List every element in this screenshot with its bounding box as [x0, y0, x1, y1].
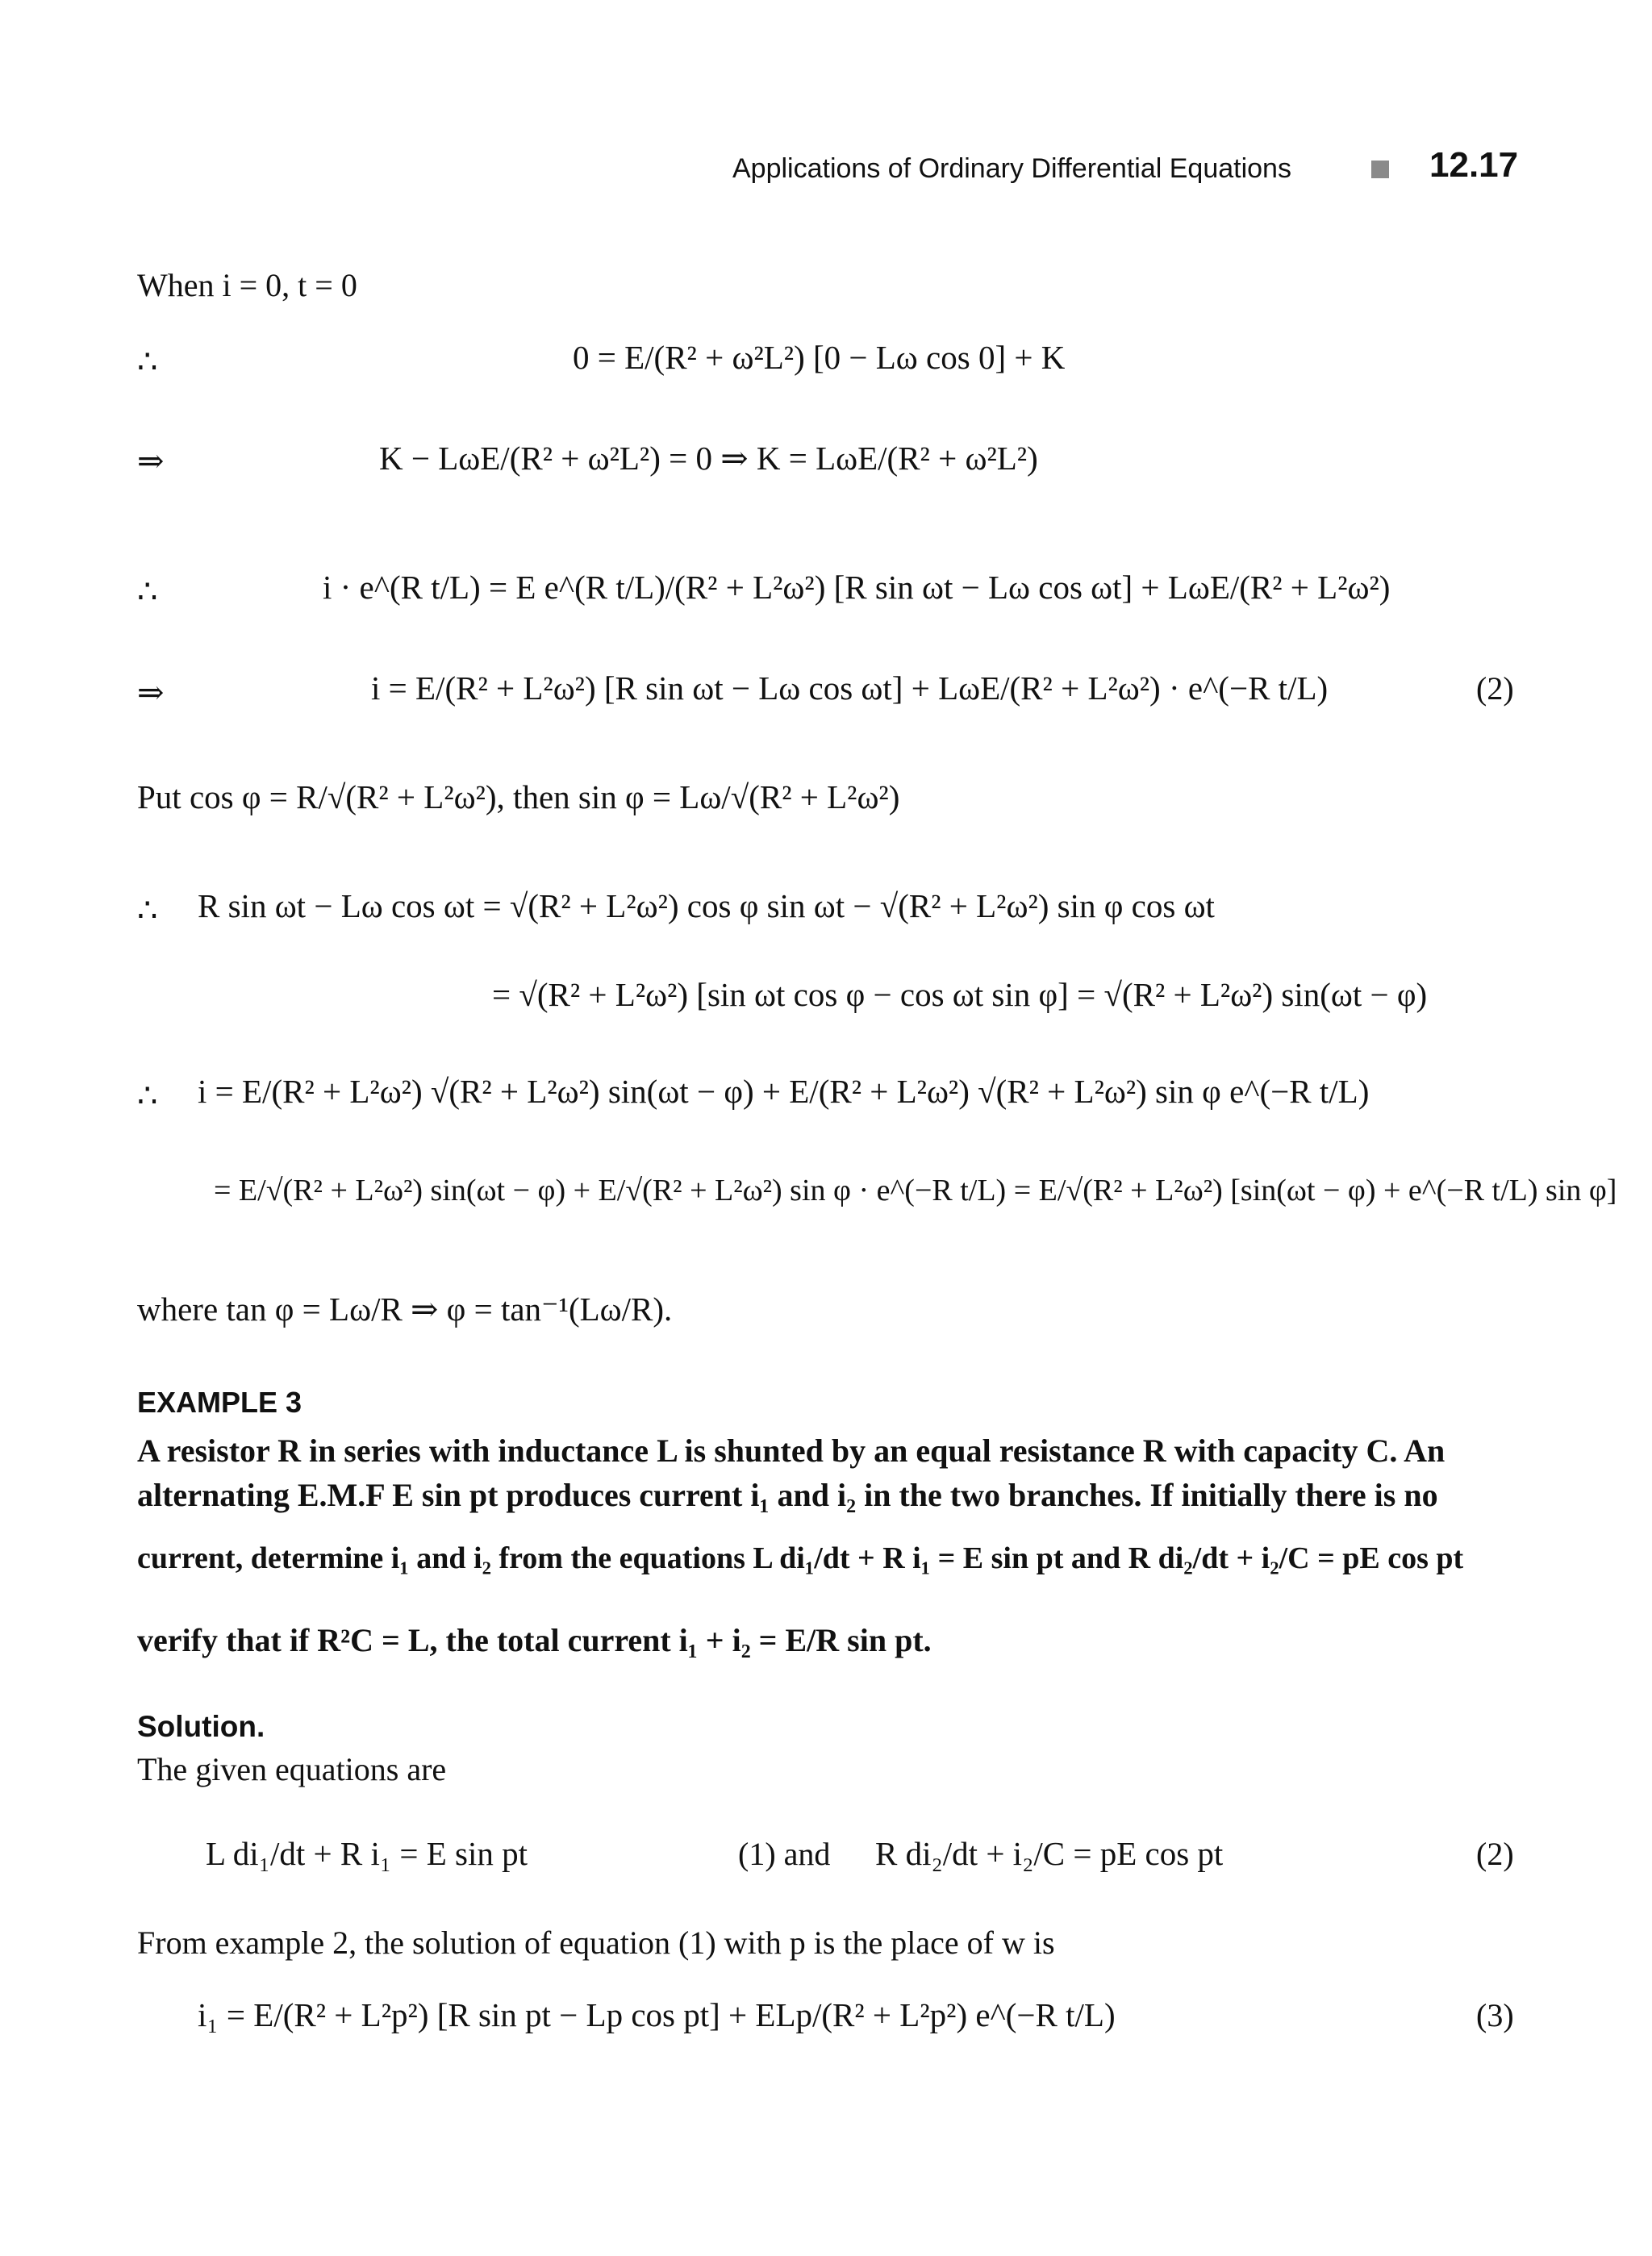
put-cos-phi: Put cos φ = R/√(R² + L²ω²), then sin φ = Lω/√(R² + L²ω²)	[137, 778, 900, 815]
equation-step7: i = E/(R² + L²ω²) √(R² + L²ω²) sin(ωt − φ) + E/(R² + L²ω²) √(R² + L²ω²) sin φ e^(−R t/L)	[198, 1073, 1370, 1110]
solution-equation-3: i₁ = E/(R² + L²p²) [R sin pt − Lp cos pt] + ELp/(R² + L²p²) e^(−R t/L)	[198, 1996, 1116, 2033]
page-number: 12.17	[1429, 145, 1519, 185]
problem-statement-line: verify that if R²C = L, the total current i₁ + i₂ = E/R sin pt.	[137, 1622, 932, 1658]
equation-step3: i · e^(R t/L) = E e^(R t/L)/(R² + L²ω²) [R sin ωt − Lω cos ωt] + LωE/(R² + L²ω²)	[323, 569, 1391, 606]
problem-statement-line: current, determine i₁ and i₂ from the equations L di₁/dt + R i₁ = E sin pt and R di₂/dt + i₂/C = pE cos pt	[137, 1541, 1464, 1575]
example-heading: EXAMPLE 3	[137, 1386, 302, 1419]
problem-statement-line: A resistor R in series with inductance L is shunted by an equal resistance R with capacity C. An	[137, 1432, 1446, 1469]
given-equation-2: R di₂/dt + i₂/C = pE cos pt	[875, 1835, 1224, 1872]
equation-number: (2)	[1476, 1836, 1514, 1872]
therefore-symbol: ∴	[137, 1078, 158, 1114]
implies-symbol: ⇒	[137, 443, 165, 479]
solution-intro: The given equations are	[137, 1751, 447, 1787]
therefore-symbol: ∴	[137, 573, 158, 610]
equation-number: (1) and	[738, 1836, 831, 1872]
problem-statement-line: alternating E.M.F E sin pt produces current i₁ and i₂ in the two branches. If initially there is no	[137, 1477, 1438, 1513]
equation-step5: R sin ωt − Lω cos ωt = √(R² + L²ω²) cos φ sin ωt − √(R² + L²ω²) sin φ cos ωt	[198, 887, 1215, 924]
given-equation-1: L di₁/dt + R i₁ = E sin pt	[206, 1835, 528, 1872]
therefore-symbol: ∴	[137, 892, 158, 928]
from-example-text: From example 2, the solution of equation (1) with p is the place of w is	[137, 1924, 1055, 1961]
therefore-symbol: ∴	[137, 344, 158, 380]
where-tan-phi: where tan φ = Lω/R ⇒ φ = tan⁻¹(Lω/R).	[137, 1291, 673, 1328]
solution-heading: Solution.	[137, 1710, 265, 1743]
equation-number: (2)	[1476, 670, 1514, 707]
equation-step6: = √(R² + L²ω²) [sin ωt cos φ − cos ωt sin φ] = √(R² + L²ω²) sin(ωt − φ)	[492, 976, 1428, 1013]
header-square-icon	[1371, 161, 1389, 178]
implies-symbol: ⇒	[137, 674, 165, 711]
equation-step8: = E/√(R² + L²ω²) sin(ωt − φ) + E/√(R² + L²ω²) sin φ · e^(−R t/L) = E/√(R² + L²ω²) [sin(ωt − φ) + e^(−R t/L) sin φ]	[214, 1174, 1617, 1207]
initial-condition: When i = 0, t = 0	[137, 267, 357, 303]
equation-step1: 0 = E/(R² + ω²L²) [0 − Lω cos 0] + K	[573, 339, 1066, 376]
equation-step4: i = E/(R² + L²ω²) [R sin ωt − Lω cos ωt] + LωE/(R² + L²ω²) · e^(−R t/L)	[371, 669, 1329, 707]
running-title: Applications of Ordinary Differential Equations	[732, 153, 1291, 184]
equation-step2: K − LωE/(R² + ω²L²) = 0 ⇒ K = LωE/(R² + ω²L²)	[379, 440, 1038, 477]
equation-number: (3)	[1476, 1997, 1514, 2033]
